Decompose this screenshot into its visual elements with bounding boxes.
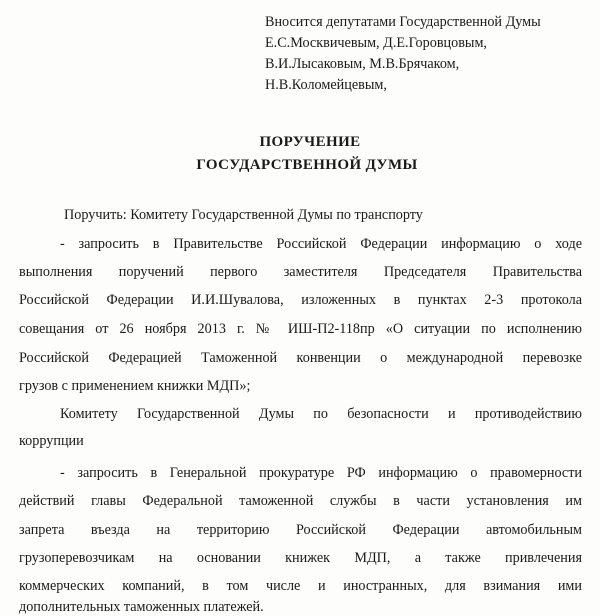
paragraph-line: - запросить в Генеральной прокуратуре РФ информацию о правомерности <box>60 465 582 481</box>
document-subtitle: ГОСУДАРСТВЕННОЙ ДУМЫ <box>196 157 418 173</box>
document-title: ПОРУЧЕНИЕ <box>259 134 361 150</box>
paragraph-line: грузоперевозчикам на основании книжек МДП, а также привлечения <box>19 550 582 566</box>
paragraph-line: Российской Федерацией Таможенной конвенции о международной перевозке <box>19 350 582 366</box>
paragraph-line: дополнительных таможенных платежей. <box>19 599 264 615</box>
paragraph-line: Комитету Государственной Думы по безопасности и противодействию <box>60 406 582 422</box>
paragraph-line: запрета въезда на территорию Российской Федерации автомобильным <box>19 522 582 538</box>
intro-line: Е.С.Москвичевым, Д.Е.Горовцовым, <box>265 35 487 51</box>
paragraph-line: коммерческих компаний, в том числе и иностранных, для взимания ими <box>19 578 582 594</box>
paragraph-line: - запросить в Правительстве Российской Федерации информацию о ходе <box>60 236 582 252</box>
paragraph-line: коррупции <box>19 433 84 449</box>
paragraph-assignment: Поручить: Комитету Государственной Думы по транспорту <box>64 207 423 223</box>
intro-line: В.И.Лысаковым, М.В.Брячаком, <box>265 56 460 72</box>
paragraph-line: выполнения поручений первого заместителя Председателя Правительства <box>19 264 582 280</box>
intro-line: Вносится депутатами Государственной Думы <box>265 14 541 30</box>
paragraph-line: действий главы Федеральной таможенной службы в части установления им <box>19 493 582 509</box>
intro-line: Н.В.Коломейцевым, <box>265 77 387 93</box>
paragraph-line: грузов с применением книжки МДП»; <box>19 378 251 394</box>
paragraph-line: совещания от 26 ноября 2013 г. № ИШ-П2-118пр «О ситуации по исполнению <box>19 321 582 337</box>
introduced-by-block <box>265 12 595 96</box>
paragraph-line: Российской Федерации И.И.Шувалова, изложенных в пунктах 2-3 протокола <box>19 292 582 308</box>
